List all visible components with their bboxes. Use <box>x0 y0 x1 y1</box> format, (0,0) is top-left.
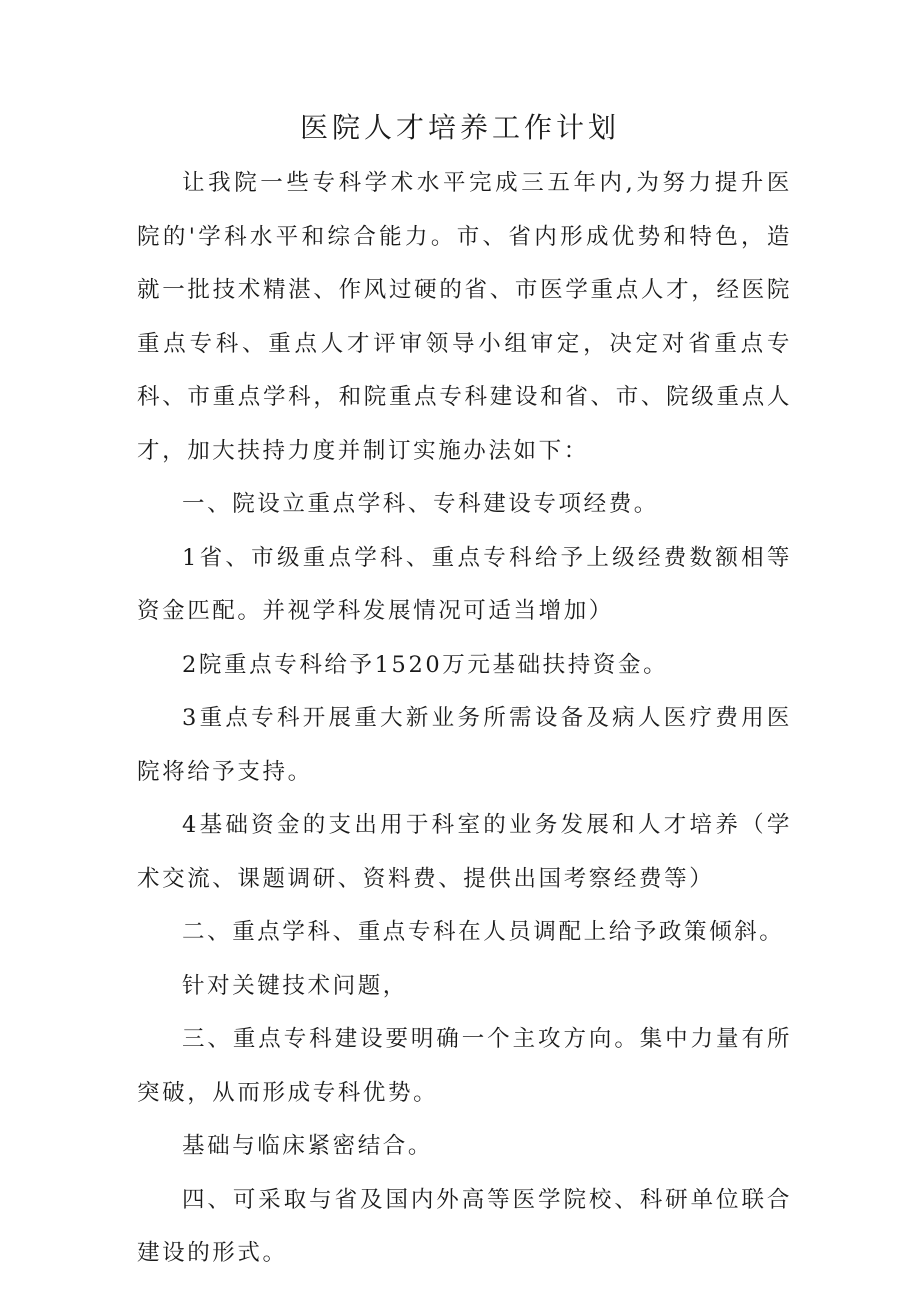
paragraph-item-2: 2院重点专科给予1520万元基础扶持资金。 <box>182 651 669 678</box>
paragraph-item-1: 1省、市级重点学科、重点专科给予上级经费数额相等资金匹配。并视学科发展情况可适当增加） <box>137 544 792 624</box>
paragraph-section-2: 二、重点学科、重点专科在人员调配上给予政策倾斜。 <box>182 919 785 945</box>
paragraph-section-1: 一、院设立重点学科、专科建设专项经费。 <box>182 491 659 517</box>
paragraph-note-integration: 基础与临床紧密结合。 <box>182 1133 434 1159</box>
paragraph-item-4: 4基础资金的支出用于科室的业务发展和人才培养（学术交流、课题调研、资料费、提供出国考察经费等） <box>137 812 792 892</box>
document-title: 医院人才培养工作计划 <box>299 111 620 144</box>
paragraph-note-key-tech: 针对关键技术问题， <box>182 972 408 999</box>
document-body <box>137 157 792 1281</box>
paragraph-section-4: 四、可采取与省及国内外高等医学院校、科研单位联合建设的形式。 <box>137 1186 792 1266</box>
paragraph-item-3: 3重点专科开展重大新业务所需设备及病人医疗费用医院将给予支持。 <box>137 705 792 785</box>
paragraph-section-3: 三、重点专科建设要明确一个主攻方向。集中力量有所突破，从而形成专科优势。 <box>137 1026 792 1106</box>
paragraph-intro: 让我院一些专科学术水平完成三五年内,为努力提升医院的'学科水平和综合能力。市、省内形成优势和特色，造就一批技术精湛、作风过硬的省、市医学重点人才，经医院重点专科、重点人才评审领导小组审定，决定对省重点专科、市重点学科，和院重点专科建设和省、市、院级重点人才，加大扶持力度并制订实施办法如下： <box>137 170 792 464</box>
